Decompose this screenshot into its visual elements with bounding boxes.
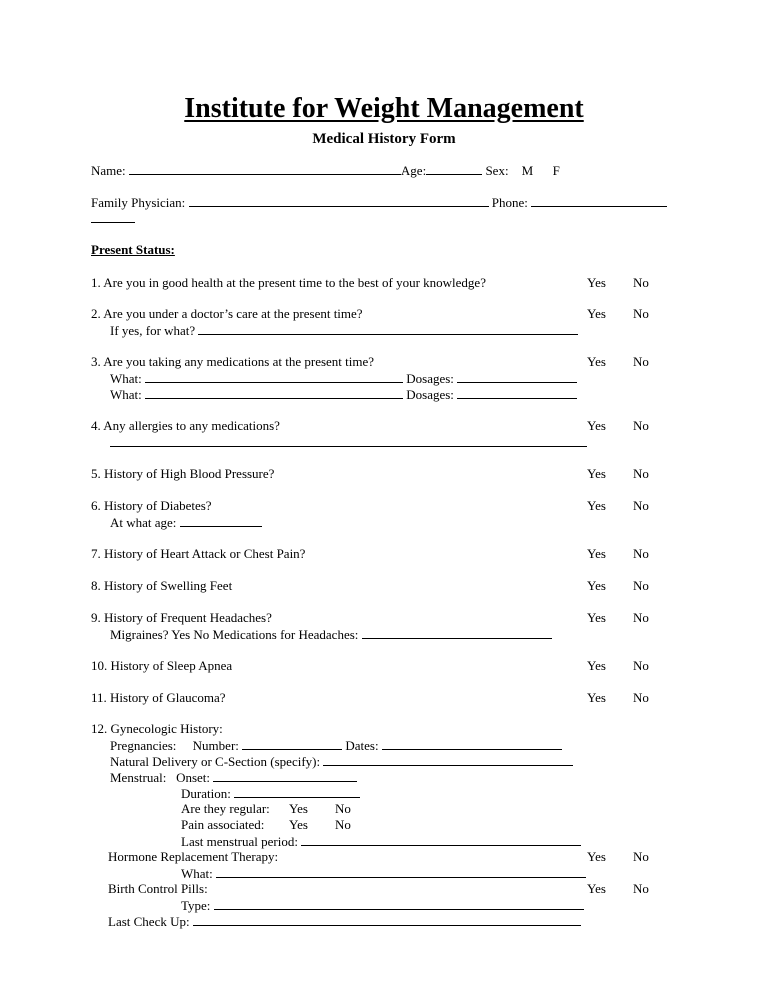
- last-checkup-label: Last Check Up:: [108, 914, 190, 929]
- dosages-field[interactable]: [457, 370, 577, 383]
- pregnancies-label: Pregnancies:: [110, 738, 177, 753]
- hrt-what-label: What:: [181, 866, 213, 881]
- last-period-label: Last menstrual period:: [181, 834, 298, 849]
- name-row: [91, 162, 560, 179]
- q6-yes[interactable]: Yes: [587, 498, 606, 513]
- q7-yes[interactable]: Yes: [587, 546, 606, 561]
- sex-f-option[interactable]: F: [552, 163, 560, 178]
- q5-yes[interactable]: Yes: [587, 466, 606, 481]
- question-12: 12. Gynecologic History:: [91, 721, 223, 736]
- form-subtitle: Medical History Form: [312, 131, 456, 147]
- migraines-label: Migraines? Yes No Medications for Headaches:: [110, 627, 359, 642]
- q2-detail-field[interactable]: [198, 322, 578, 335]
- question-1: 1. Are you in good health at the present time to the best of your knowledge?: [91, 275, 486, 290]
- q4-no[interactable]: No: [633, 418, 649, 433]
- type-label: Type:: [181, 898, 211, 913]
- sex-label: Sex:: [485, 163, 509, 178]
- pregnancies-row: [110, 737, 562, 754]
- regular-no[interactable]: No: [335, 801, 351, 816]
- medication-what-label: What:: [110, 387, 142, 402]
- dosages-label: Dosages:: [406, 371, 454, 386]
- q7-no[interactable]: No: [633, 546, 649, 561]
- regular-label: Are they regular:: [181, 801, 270, 816]
- diabetes-age: [110, 514, 262, 531]
- pain-no[interactable]: No: [335, 817, 351, 832]
- headache-medications-field[interactable]: [362, 626, 552, 639]
- question-10: 10. History of Sleep Apnea: [91, 658, 233, 673]
- allergies-field[interactable]: [110, 434, 587, 451]
- phone-field-continued[interactable]: [91, 210, 135, 227]
- pregnancies-number-field[interactable]: [242, 737, 342, 750]
- hrt-no[interactable]: No: [633, 849, 649, 864]
- q9-no[interactable]: No: [633, 610, 649, 625]
- onset-field[interactable]: [213, 769, 357, 782]
- q2-detail: [110, 322, 578, 339]
- birth-control-yes[interactable]: Yes: [587, 881, 606, 896]
- phone-label: Phone:: [491, 195, 528, 210]
- question-9: 9. History of Frequent Headaches?: [91, 610, 272, 625]
- q6-no[interactable]: No: [633, 498, 649, 513]
- pregnancies-dates-field[interactable]: [382, 737, 562, 750]
- delivery-row: [110, 753, 573, 770]
- question-7: 7. History of Heart Attack or Chest Pain?: [91, 546, 306, 561]
- sex-m-option[interactable]: M: [521, 163, 534, 178]
- medication-what-field[interactable]: [145, 386, 403, 399]
- question-8: 8. History of Swelling Feet: [91, 578, 233, 593]
- name-field[interactable]: [129, 162, 401, 175]
- duration-label: Duration:: [181, 786, 231, 801]
- dosages-label: Dosages:: [406, 387, 454, 402]
- q10-yes[interactable]: Yes: [587, 658, 606, 673]
- hrt-what-field[interactable]: [216, 865, 586, 878]
- physician-field[interactable]: [189, 194, 489, 207]
- birth-control-label: Birth Control Pills:: [108, 881, 208, 896]
- q1-no[interactable]: No: [633, 275, 649, 290]
- phone-field[interactable]: [531, 194, 667, 207]
- age-label: Age:: [400, 163, 427, 178]
- question-5: 5. History of High Blood Pressure?: [91, 466, 275, 481]
- duration-row: [181, 785, 360, 802]
- dates-label: Dates:: [345, 738, 379, 753]
- diabetes-age-field[interactable]: [180, 514, 262, 527]
- medication-row-2: [110, 386, 577, 403]
- medication-what-label: What:: [110, 371, 142, 386]
- type-row: [181, 897, 584, 914]
- q5-no[interactable]: No: [633, 466, 649, 481]
- age-field[interactable]: [426, 162, 482, 175]
- type-field[interactable]: [214, 897, 584, 910]
- pain-yes[interactable]: Yes: [289, 817, 308, 832]
- last-period-field[interactable]: [301, 833, 581, 846]
- q8-no[interactable]: No: [633, 578, 649, 593]
- present-status-heading: Present Status:: [91, 242, 175, 257]
- name-label: Name:: [91, 163, 126, 178]
- hrt-label: Hormone Replacement Therapy:: [108, 849, 279, 864]
- onset-label: Onset:: [176, 770, 211, 785]
- menstrual-label: Menstrual:: [110, 770, 167, 785]
- q2-detail-label: If yes, for what?: [110, 323, 196, 338]
- physician-label: Family Physician:: [91, 195, 186, 210]
- medication-row-1: [110, 370, 577, 387]
- question-11: 11. History of Glaucoma?: [91, 690, 226, 705]
- duration-field[interactable]: [234, 785, 360, 798]
- question-3: 3. Are you taking any medications at the present time?: [91, 354, 375, 369]
- diabetes-age-label: At what age:: [110, 515, 177, 530]
- q11-no[interactable]: No: [633, 690, 649, 705]
- last-checkup-row: [108, 913, 581, 930]
- q2-no[interactable]: No: [633, 306, 649, 321]
- pain-label: Pain associated:: [181, 817, 265, 832]
- question-4: 4. Any allergies to any medications?: [91, 418, 280, 433]
- last-checkup-field[interactable]: [193, 913, 581, 926]
- q11-yes[interactable]: Yes: [587, 690, 606, 705]
- last-period-row: [181, 833, 581, 850]
- delivery-field[interactable]: [323, 753, 573, 766]
- question-6: 6. History of Diabetes?: [91, 498, 212, 513]
- q2-yes[interactable]: Yes: [587, 306, 606, 321]
- migraines-row: [110, 626, 552, 643]
- q3-yes[interactable]: Yes: [587, 354, 606, 369]
- q10-no[interactable]: No: [633, 658, 649, 673]
- regular-yes[interactable]: Yes: [289, 801, 308, 816]
- number-label: Number:: [192, 738, 239, 753]
- physician-row: [91, 194, 667, 211]
- menstrual-row: [110, 769, 357, 786]
- hrt-what-row: [181, 865, 586, 882]
- question-2: 2. Are you under a doctor’s care at the present time?: [91, 306, 363, 321]
- form-title: Institute for Weight Management: [184, 93, 584, 124]
- dosages-field[interactable]: [457, 386, 577, 399]
- medication-what-field[interactable]: [145, 370, 403, 383]
- q4-yes[interactable]: Yes: [587, 418, 606, 433]
- q8-yes[interactable]: Yes: [587, 578, 606, 593]
- q3-no[interactable]: No: [633, 354, 649, 369]
- q1-yes[interactable]: Yes: [587, 275, 606, 290]
- birth-control-no[interactable]: No: [633, 881, 649, 896]
- hrt-yes[interactable]: Yes: [587, 849, 606, 864]
- delivery-label: Natural Delivery or C-Section (specify):: [110, 754, 321, 769]
- q9-yes[interactable]: Yes: [587, 610, 606, 625]
